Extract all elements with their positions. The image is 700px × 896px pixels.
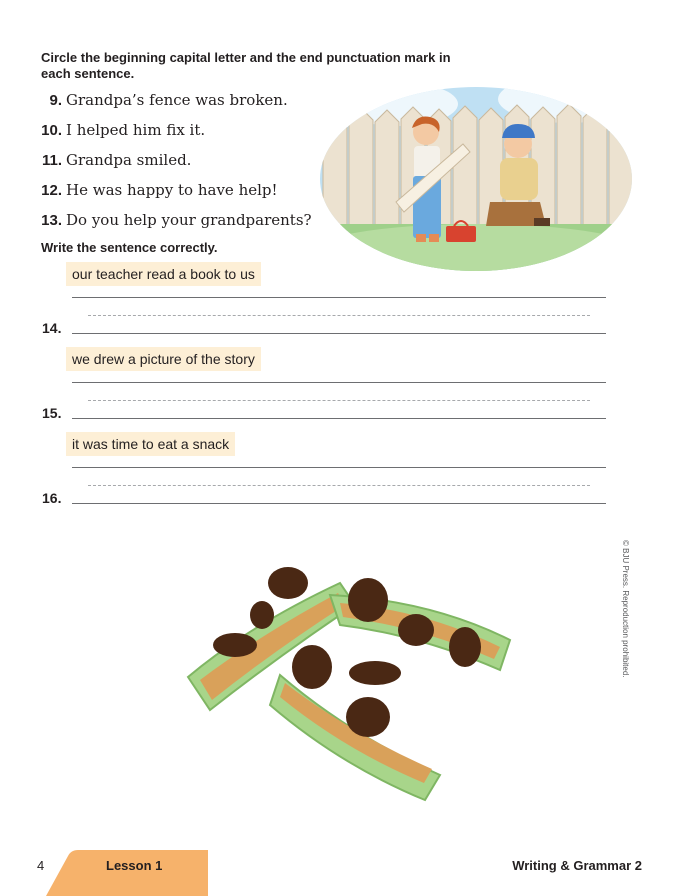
writing-dashed-line — [88, 400, 590, 401]
lesson-tab — [46, 850, 208, 896]
lesson-label: Lesson 1 — [106, 858, 163, 873]
page-number: 4 — [37, 858, 45, 873]
sentence-number: 10. — [41, 122, 62, 139]
sentence-text: He was happy to have help! — [66, 181, 278, 199]
sentence-number: 12. — [41, 182, 62, 199]
writing-dashed-line — [88, 485, 590, 486]
sentence-text: Do you help your grandparents? — [66, 211, 312, 229]
prompt-14: our teacher read a book to us — [66, 262, 261, 286]
writing-base-line[interactable] — [72, 418, 606, 419]
sentence-11 — [40, 151, 340, 169]
sentence-text: Grandpa’s fence was broken. — [66, 91, 288, 109]
instructions-write: Write the sentence correctly. — [41, 240, 218, 255]
sentence-10 — [40, 121, 340, 139]
sentence-text: Grandpa smiled. — [66, 151, 192, 169]
prompt-15: we drew a picture of the story — [66, 347, 261, 371]
writing-top-line — [72, 297, 606, 298]
sentence-number: 13. — [41, 212, 62, 229]
writing-dashed-line — [88, 315, 590, 316]
writing-top-line — [72, 382, 606, 383]
copyright-notice: © BJU Press. Reproduction prohibited. — [621, 540, 630, 678]
exercise-number-16: 16. — [42, 490, 62, 506]
exercise-number-15: 15. — [42, 405, 62, 421]
prompt-16: it was time to eat a snack — [66, 432, 235, 456]
exercise-number-14: 14. — [42, 320, 62, 336]
sentence-number: 9. — [49, 92, 62, 109]
sentence-12 — [40, 181, 340, 199]
sentence-9 — [40, 91, 340, 109]
ants-on-a-log-photo — [180, 555, 520, 805]
sentence-number: 11. — [41, 152, 62, 169]
instructions-circle: Circle the beginning capital letter and the end punctuation mark in each sentence. — [41, 50, 451, 81]
sentence-text: I helped him fix it. — [66, 121, 206, 139]
writing-top-line — [72, 467, 606, 468]
sentence-13 — [40, 211, 340, 229]
writing-base-line[interactable] — [72, 503, 606, 504]
book-title: Writing & Grammar 2 — [512, 858, 642, 873]
writing-base-line[interactable] — [72, 333, 606, 334]
